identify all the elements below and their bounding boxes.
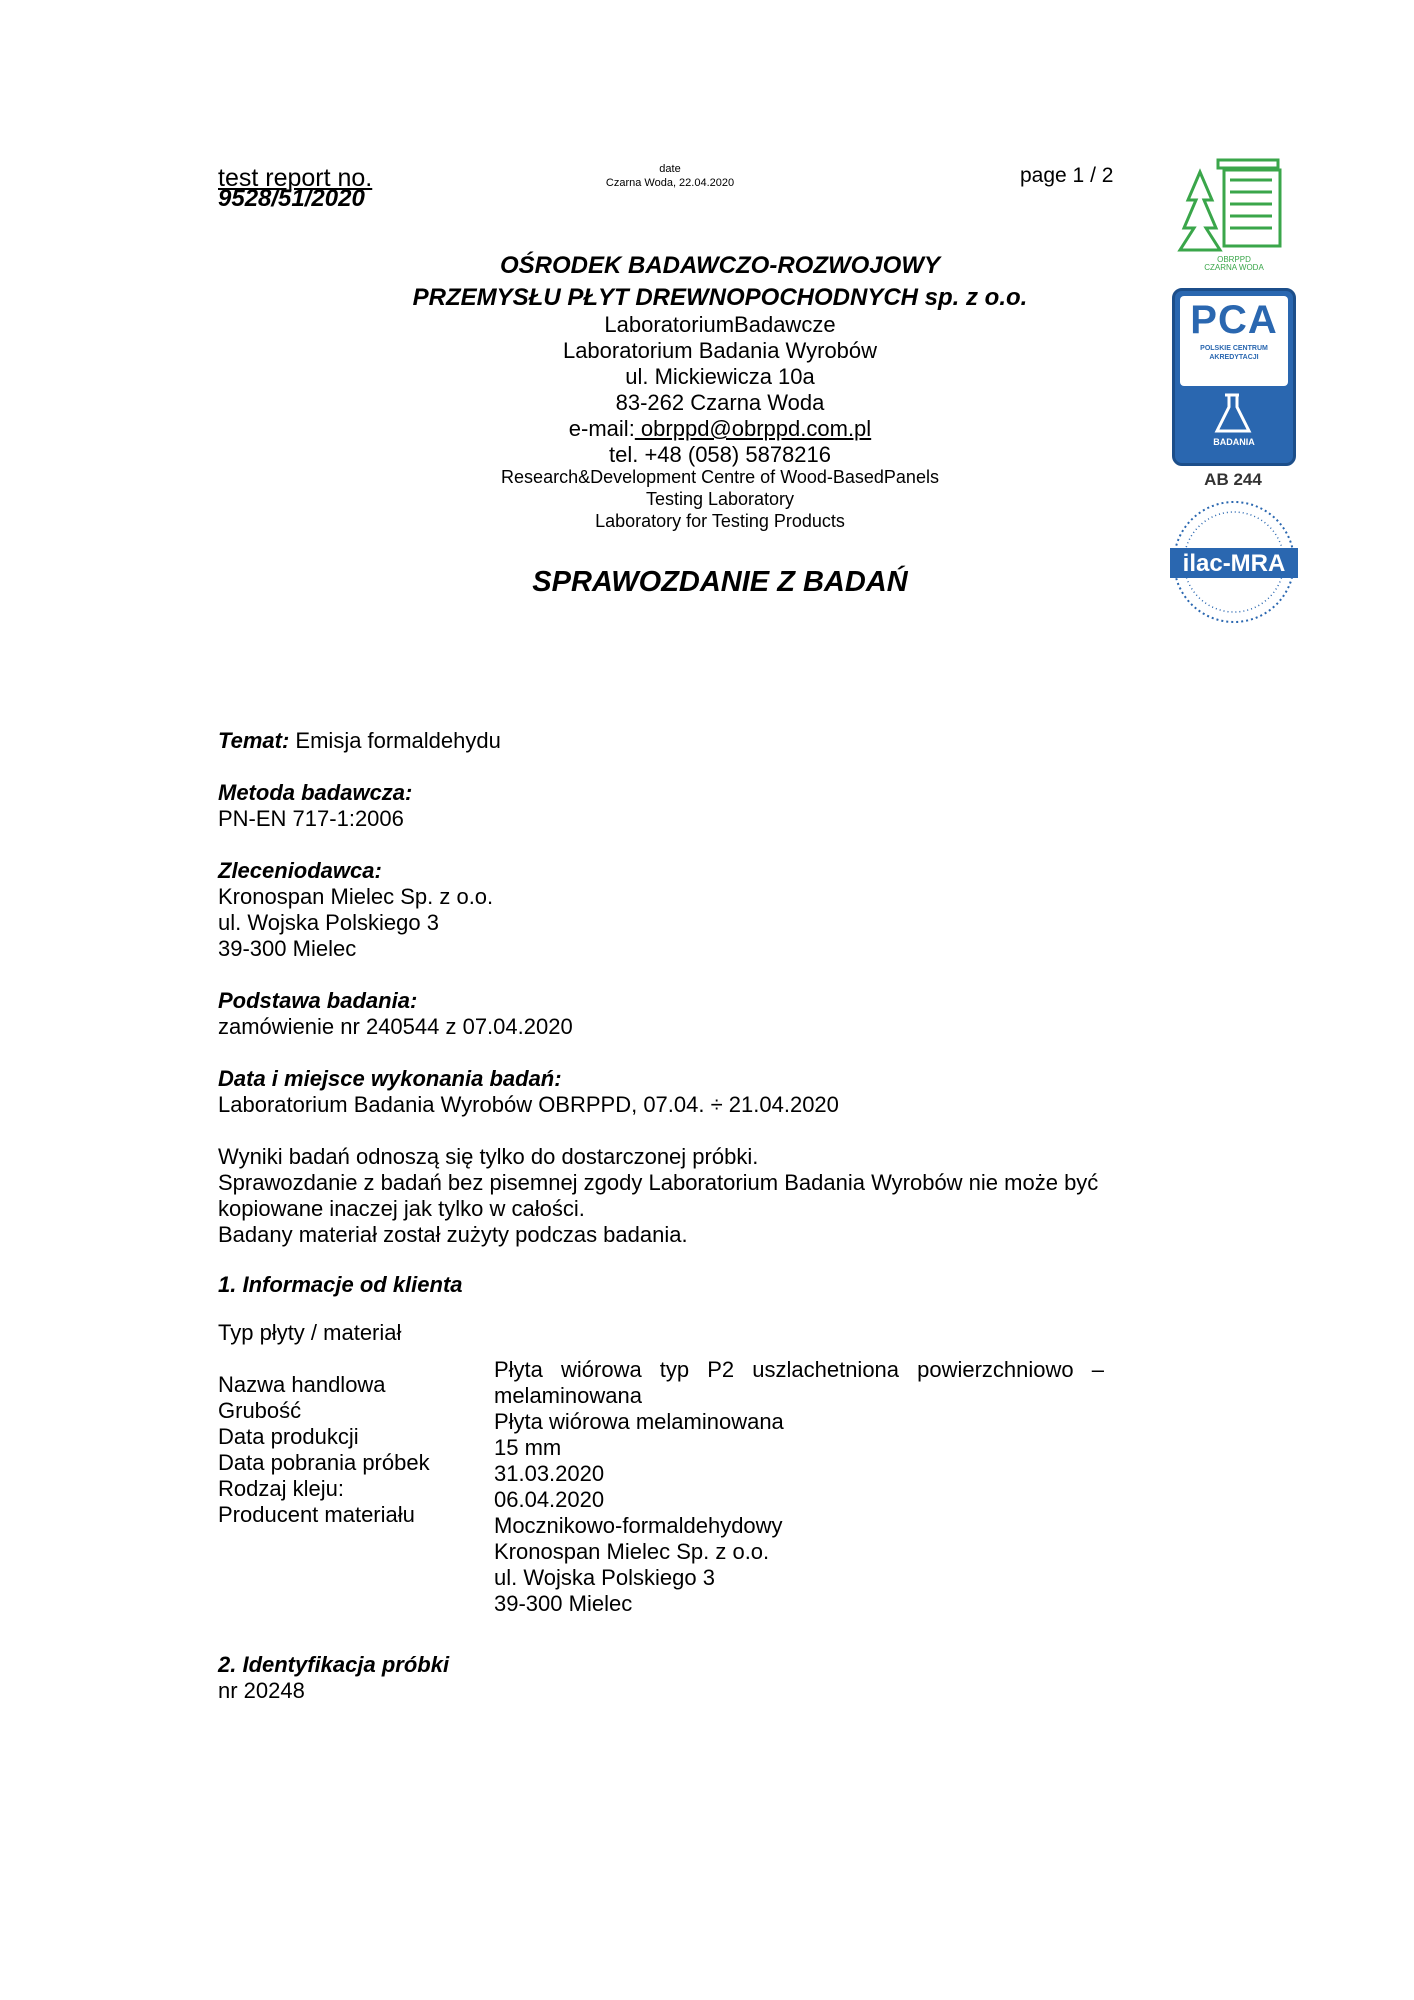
pca-bottom-label: BADANIA [1213, 437, 1255, 447]
info-value-manufacturer-street: ul. Wojska Polskiego 3 [494, 1565, 715, 1590]
notes-section [218, 1144, 1218, 1248]
date-label: date [659, 163, 681, 175]
client-section [218, 858, 1218, 962]
svg-text:OBRPPD: OBRPPD [1217, 255, 1251, 264]
organization-english [300, 466, 1140, 532]
info-value-glue-type: Mocznikowo-formaldehydowy [494, 1513, 783, 1538]
info-value-production-date: 31.03.2020 [494, 1461, 605, 1486]
section1-heading: 1. Informacje od klienta [218, 1272, 463, 1297]
en-line1: Research&Development Centre of Wood-BasedPanels [501, 467, 939, 487]
svg-text:CZARNA WODA: CZARNA WODA [1204, 263, 1264, 272]
info-value-material-type: Płyta wiórowa typ P2 uszlachetniona powierzchniowo – [494, 1357, 1104, 1382]
org-name-line1: OŚRODEK BADAWCZO-ROZWOJOWY [500, 252, 940, 279]
report-number-block [218, 166, 478, 212]
basis-value: zamówienie nr 240544 z 07.04.2020 [218, 1014, 573, 1039]
info-label-glue-type: Rodzaj kleju: [218, 1476, 344, 1501]
basis-label: Podstawa badania: [218, 988, 418, 1013]
client-label: Zleceniodawca: [218, 858, 382, 883]
pca-text: PCA [1190, 298, 1278, 342]
subject-section [218, 728, 1218, 754]
organization-address [300, 312, 1140, 468]
email-label: e-mail: [568, 416, 635, 441]
info-label-manufacturer: Producent materiału [218, 1502, 415, 1527]
info-value-trade-name: Płyta wiórowa melaminowana [494, 1409, 784, 1434]
date-place-label: Data i miejsce wykonania badań: [218, 1066, 562, 1091]
document-title: SPRAWOZDANIE Z BADAŃ [532, 566, 908, 598]
info-labels [218, 1372, 430, 1528]
info-value-manufacturer: Kronospan Mielec Sp. z o.o. [494, 1539, 770, 1564]
client-line1: Kronospan Mielec Sp. z o.o. [218, 884, 494, 909]
lab-name1: LaboratoriumBadawcze [604, 312, 836, 337]
info-label-sampling-date: Data pobrania próbek [218, 1450, 430, 1475]
email-line [300, 416, 1140, 442]
date-block [520, 162, 820, 190]
sample-id: nr 20248 [218, 1678, 305, 1703]
note-line4: Badany materiał został zużyty podczas badania. [218, 1222, 688, 1247]
obrppd-logo [1168, 152, 1298, 277]
section2 [218, 1652, 1218, 1704]
note-line1: Wyniki badań odnoszą się tylko do dostarczonej próbki. [218, 1144, 759, 1169]
en-line3: Laboratory for Testing Products [595, 511, 845, 531]
note-line2: Sprawozdanie z badań bez pisemnej zgody Laboratorium Badania Wyrobów nie może być [218, 1170, 1099, 1195]
email-link[interactable]: obrppd@obrppd.com.pl [634, 416, 872, 441]
report-label: test report no. [218, 164, 373, 192]
info-values [494, 1357, 1104, 1617]
subject-value: Emisja formaldehydu [289, 728, 501, 753]
method-section [218, 780, 1218, 832]
method-value: PN-EN 717-1:2006 [218, 806, 404, 831]
date-place-section [218, 1066, 1218, 1118]
en-line2: Testing Laboratory [645, 489, 795, 509]
section2-heading: 2. Identyfikacja próbki [218, 1652, 450, 1677]
info-label-trade-name: Nazwa handlowa [218, 1372, 386, 1397]
info-value-sampling-date: 06.04.2020 [494, 1487, 605, 1512]
city: 83-262 Czarna Woda [615, 390, 825, 415]
svg-text:ilac-MRA: ilac-MRA [1182, 550, 1286, 577]
street: ul. Mickiewicza 10a [625, 364, 815, 389]
note-line3: kopiowane inaczej jak tylko w całości. [218, 1196, 585, 1221]
date-place-value: Laboratorium Badania Wyrobów OBRPPD, 07.04. ÷ 21.04.2020 [218, 1092, 839, 1117]
info-label-production-date: Data produkcji [218, 1424, 359, 1449]
basis-section [218, 988, 1218, 1040]
accreditation-number: AB 244 [1204, 470, 1262, 489]
date-value: Czarna Woda, 22.04.2020 [605, 177, 735, 189]
info-value-material-type-cont: melaminowana [494, 1383, 642, 1408]
info-value-thickness: 15 mm [494, 1435, 562, 1460]
page-indicator: page 1 / 2 [1020, 164, 1114, 187]
info-value-manufacturer-city: 39-300 Mielec [494, 1591, 633, 1616]
org-name-line2: PRZEMYSŁU PŁYT DREWNOPOCHODNYCH sp. z o.o. [412, 284, 1028, 311]
lab-name2: Laboratorium Badania Wyrobów [562, 338, 878, 363]
client-line3: 39-300 Mielec [218, 936, 357, 961]
subject-label: Temat: [218, 728, 290, 753]
pca-logo: PCA POLSKIE CENTRUM AKREDYTACJI BADANIA [1172, 288, 1296, 466]
method-label: Metoda badawcza: [218, 780, 413, 805]
info-label-thickness: Grubość [218, 1398, 302, 1423]
organization-name [300, 250, 1140, 314]
ilac-mra-logo [1166, 494, 1302, 630]
client-line2: ul. Wojska Polskiego 3 [218, 910, 439, 935]
report-number: 9528/51/2020 [218, 185, 365, 212]
flask-icon [1205, 391, 1261, 435]
phone: tel. +48 (058) 5878216 [608, 442, 831, 467]
info-label-material-type: Typ płyty / materiał [218, 1320, 402, 1345]
